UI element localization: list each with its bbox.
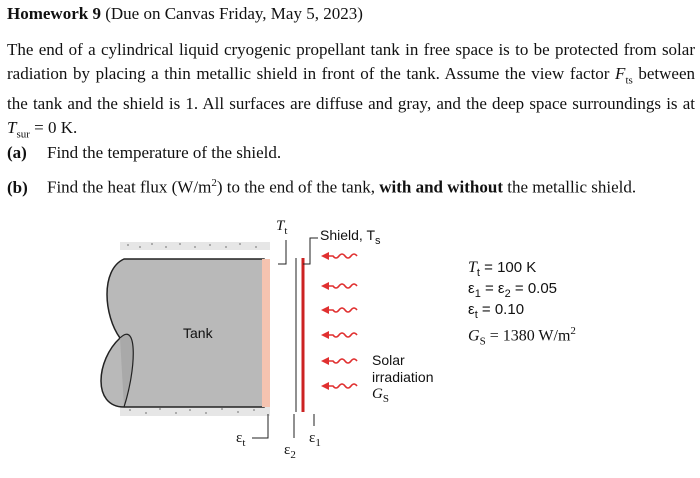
question-b-text-1: Find the heat flux (W/m [47, 177, 212, 197]
given-tt-symbol: T [468, 259, 477, 276]
given-gs [468, 323, 576, 350]
given-gs-value: = 1380 W/m [485, 327, 571, 345]
eps-t-leader [252, 414, 268, 438]
question-b-emphasis: with and without [379, 177, 503, 197]
tank-shield-figure [0, 220, 700, 473]
due-date: (Due on Canvas Friday, May 5, 2023) [100, 4, 363, 23]
problem-text-3: = 0 K. [29, 117, 78, 137]
tank-end-face [262, 259, 270, 407]
given-eps12 [468, 281, 576, 302]
given-epst-value: = 0.10 [477, 301, 525, 318]
shield-label [320, 227, 381, 247]
view-factor-symbol: F [615, 63, 626, 83]
eps-2-sub: 2 [290, 449, 296, 461]
problem-text-1: The end of a cylindrical liquid cryogenic propellant tank in free space is to be protected from solar radiation by placing a thin metallic shield in front of the tank. Assume the view factor [7, 40, 695, 83]
given-eps1-sub: 1 [474, 288, 481, 300]
eps-2-symbol: ε [284, 442, 291, 458]
tsur-sub: sur [16, 128, 30, 141]
tt-sub: t [284, 225, 288, 237]
problem-text-2: between the tank and the shield is 1. All surfaces are diffuse and gray, and the deep space surroundings is at [7, 63, 695, 114]
eps-1-label [309, 430, 321, 449]
given-epst [468, 302, 576, 323]
tsur-symbol: T [7, 117, 17, 137]
given-gs-sup: 2 [570, 325, 576, 337]
given-epst-symbol: ε [468, 301, 475, 318]
tt-label [276, 218, 287, 237]
given-eps2-symbol: = ε [480, 280, 505, 297]
solar-line-1: Solar [372, 352, 405, 368]
gs-sub: S [382, 393, 389, 405]
gs-symbol: G [372, 386, 383, 402]
question-b [7, 177, 636, 198]
question-b-label: (b) [7, 177, 28, 197]
solar-irradiation-label [372, 352, 433, 408]
eps-t-sub: t [242, 437, 246, 449]
given-tt [468, 260, 576, 281]
given-gs-sub: S [479, 335, 486, 348]
solar-arrows [327, 254, 357, 388]
tt-leader [278, 240, 286, 264]
given-tt-value: = 100 K [479, 259, 537, 276]
view-factor-sub: ts [625, 73, 633, 86]
given-eps12-value: = 0.05 [510, 280, 558, 297]
tank-label: Tank [183, 325, 213, 341]
eps-2-label [284, 442, 296, 461]
given-tt-sub: t [476, 267, 480, 279]
figure-drawing [0, 220, 700, 473]
given-eps1-symbol: ε [468, 280, 475, 297]
eps-t-symbol: ε [236, 430, 243, 446]
tt-symbol: T [276, 218, 285, 234]
given-gs-symbol: G [468, 327, 480, 345]
question-b-text-2: ) to the end of the tank, [216, 177, 380, 197]
question-b-sup: 2 [211, 177, 217, 189]
question-a-text: Find the temperature of the shield. [47, 143, 282, 162]
eps-1-sub: 1 [315, 437, 321, 449]
given-values [468, 260, 576, 350]
shield-sub: s [375, 234, 381, 247]
shield-label-text: Shield, T [320, 227, 375, 243]
question-a [7, 143, 281, 163]
eps-1-symbol: ε [309, 430, 316, 446]
question-b-text-3: the metallic shield. [502, 177, 637, 197]
given-epst-sub: t [474, 309, 478, 321]
solar-line-2: irradiation [372, 369, 434, 385]
eps-t-label [236, 430, 245, 449]
homework-title [7, 4, 363, 24]
problem-statement [7, 38, 695, 147]
solar-arrowheads [321, 252, 329, 390]
homework-number: Homework 9 [7, 4, 101, 23]
question-a-label: (a) [7, 143, 27, 162]
shield-leader [303, 238, 318, 264]
given-eps2-sub: 2 [504, 288, 511, 300]
